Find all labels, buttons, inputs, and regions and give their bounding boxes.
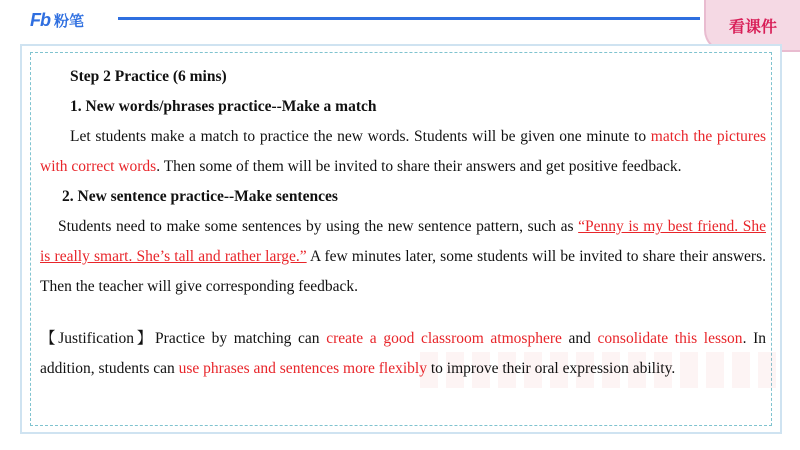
fenbi-logo — [30, 9, 84, 31]
j-highlight-1: create a good classroom atmosphere — [326, 330, 562, 347]
j-text-a: Practice by matching can — [155, 330, 327, 347]
logo-latin: Fb — [30, 9, 50, 30]
p2-text-b: A few minutes later, some students will be invited to share their answers. Then the teacher will give corresponding feedback. — [40, 248, 766, 295]
justification-label: 【Justification】 — [40, 330, 156, 347]
view-courseware-button[interactable]: 看课件 — [704, 0, 800, 52]
section2-title: 2. New sentence practice--Make sentences — [62, 188, 338, 205]
p1-text-b: . Then some of them will be invited to share their answers and get positive feedback. — [156, 158, 682, 175]
j-highlight-3: use phrases and sentences more flexibly — [178, 360, 427, 377]
j-text-b: and — [561, 330, 598, 347]
justification-paragraph — [40, 324, 766, 384]
paragraph-2 — [40, 212, 766, 302]
section1-title: 1. New words/phrases practice--Make a match — [70, 98, 377, 115]
p2-highlight: “Penny is my best friend. She is really smart. She’s tall and rather large.” — [40, 218, 766, 265]
slide-content — [40, 62, 766, 384]
j-highlight-2: consolidate this lesson — [597, 330, 743, 347]
p1-highlight: match the pictures with correct words — [40, 128, 766, 175]
p1-text-a: Let students make a match to practice the new words. Students will be given one minute to — [70, 128, 651, 145]
header-divider — [118, 17, 700, 20]
logo-chinese: 粉笔 — [54, 11, 85, 30]
p2-text-a: Students need to make some sentences by using the new sentence pattern, such as — [58, 218, 579, 235]
paragraph-1 — [40, 122, 766, 182]
j-text-d: to improve their oral expression ability. — [426, 360, 676, 377]
step-title: Step 2 Practice (6 mins) — [70, 68, 227, 85]
j-text-c: . In addition, students can — [40, 330, 766, 377]
spacer — [40, 302, 766, 324]
